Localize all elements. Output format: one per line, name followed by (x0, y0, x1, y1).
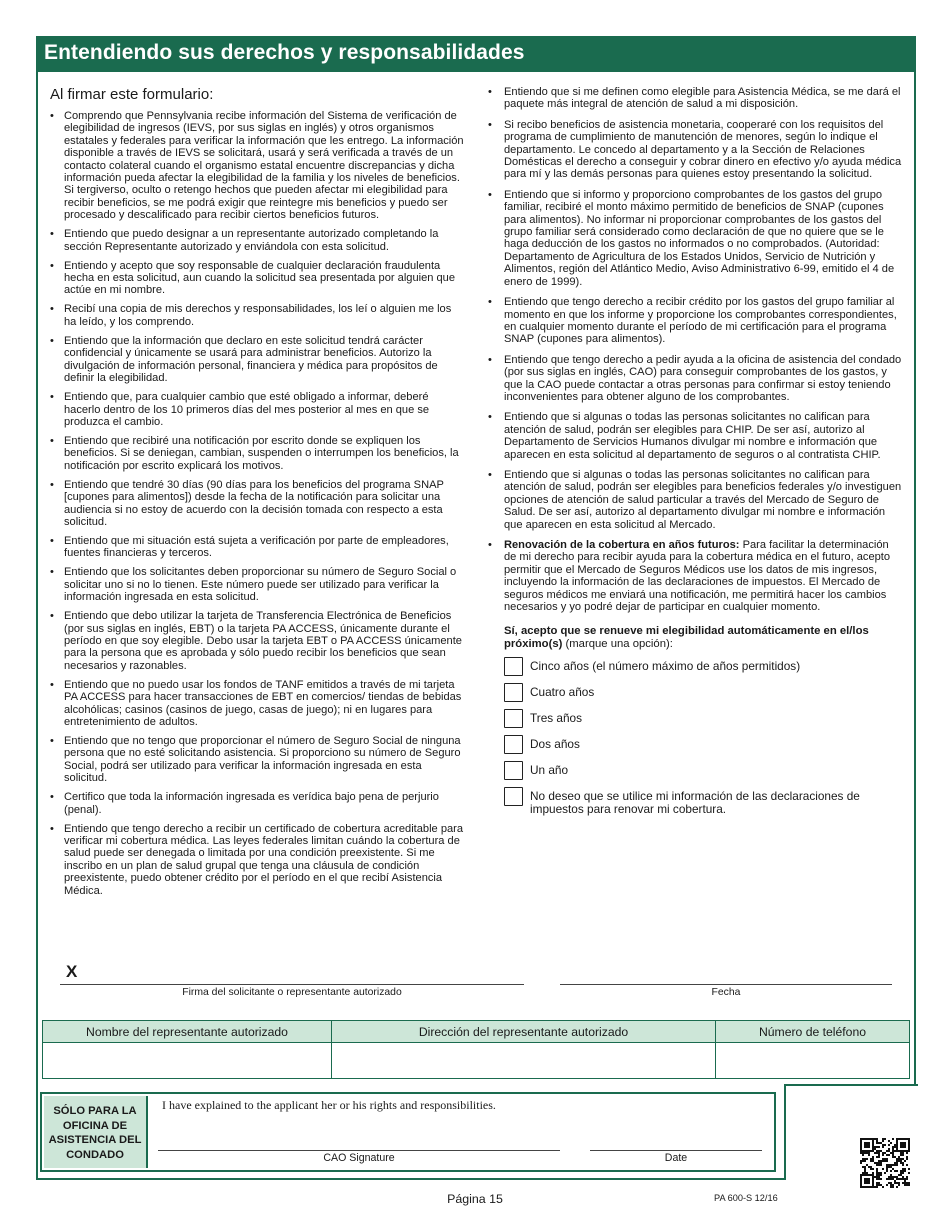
renewal-heading: Renovación de la cobertura en años futuros: (504, 539, 740, 551)
cao-date-label: Date (664, 1152, 688, 1164)
renewal-option-checkbox[interactable] (504, 709, 523, 728)
rep-address-header: Dirección del representante autorizado (332, 1021, 716, 1043)
left-bullet-item: • Entiendo que la información que declaro en este solicitud tendrá carácter confidencial y únicamente se usará para administrar beneficios. Autorizo la divulgación de información personal, financiera y médica para propósitos de definir la elegibilidad. (50, 335, 464, 385)
left-bullet-item: • Entiendo que los solicitantes deben proporcionar su número de Seguro Social o solicitar uno si no lo tienen. Este número puede ser utilizado para verificar la información ingresada en esta solicitud. (50, 566, 464, 603)
right-column (488, 86, 902, 823)
renewal-option-label: No deseo que se utilice mi información de las declaraciones de impuestos para renovar mi cobertura. (530, 789, 860, 817)
signature-mark: X (66, 962, 78, 981)
right-bullet-item: • Entiendo que si informo y proporciono comprobantes de los gastos del grupo familiar, recibiré el monto máximo permitido de beneficios de SNAP (cupones para alimentos). No informar ni proporcionar comprobantes de los gastos del grupo familiar será considerado como declaración de que no quiere que se le haga deducción de los gastos no informados o no comprobados. (Autoridad: Departamento de Agricultura de los Estados Unidos, Servicio de Nutrición y Alimentos, región del Atlántico Medio, Aviso Administrativo 6-99, emitido el 4 de enero de 1999). (488, 189, 902, 288)
cao-box (40, 1092, 776, 1172)
renewal-option-checkbox[interactable] (504, 787, 523, 806)
left-bullet-item: • Entiendo que puedo designar a un representante autorizado completando la sección Representante autorizado y enviándola con esta solicitud. (50, 228, 464, 253)
cao-date-line[interactable] (590, 1150, 762, 1151)
cao-signature-label: CAO Signature (323, 1152, 395, 1164)
renewal-option (504, 761, 902, 780)
renewal-option-checkbox[interactable] (504, 657, 523, 676)
page-title: Entendiendo sus derechos y responsabilidades (44, 41, 525, 64)
rep-address-field[interactable] (332, 1043, 716, 1079)
left-bullet-item: • Entiendo que mi situación está sujeta a verificación por parte de empleadores, fuentes financieras y terceros. (50, 535, 464, 560)
applicant-signature-label: Firma del solicitante o representante autorizado (182, 987, 402, 998)
renewal-text: Para facilitar la determinación de mi derecho para recibir ayuda para la cobertura médica en el futuro, acepto permitir que el Mercado de Seguros Médicos use los datos de mis ingresos, incluyendo la información de las declaraciones de impuestos. El Mercado de seguros médicos me enviará una notificación, me permitirá hacer los cambios necesarios y yo podré dejar de participar en cualquier momento. (504, 539, 891, 614)
left-bullet-item: • Entiendo que no puedo usar los fondos de TANF emitidos a través de mi tarjeta PA ACCESS para hacer transacciones de EBT en comercios/ tiendas de bebidas alcohólicas; casinos (casinos de juego, casas de juego); ni en lugares para entretenimiento de adultos. (50, 679, 464, 729)
renew-question-rest: (marque una opción): (562, 638, 673, 651)
representative-table (42, 1020, 910, 1079)
frame-notch-top (784, 1084, 918, 1086)
cao-signature-line[interactable] (158, 1150, 560, 1151)
renewal-option-checkbox[interactable] (504, 761, 523, 780)
date-line[interactable] (560, 984, 892, 985)
right-bullet-item: • Entiendo que si me definen como elegible para Asistencia Médica, se me dará el paquete más integral de atención de salud a mi disposición. (488, 86, 902, 111)
renewal-option (504, 735, 902, 754)
right-bullet-list (488, 86, 902, 531)
renewal-option-checkbox[interactable] (504, 683, 523, 702)
left-bullet-item: • Entiendo que, para cualquier cambio que esté obligado a informar, deberé hacerlo dentro de los 10 primeros días del mes posterior al mes en que se produzca el cambio. (50, 391, 464, 428)
cao-office-label: SÓLO PARA LA OFICINA DE ASISTENCIA DEL CONDADO (44, 1096, 148, 1168)
frame-bottom (36, 1178, 786, 1180)
date-label: Fecha (711, 987, 741, 998)
left-bullet-item: • Comprendo que Pennsylvania recibe información del Sistema de verificación de elegibilidad de ingresos (IEVS, por sus siglas en inglés) y otros organismos estatales y federales para verificar la información que les entrego. La información disponible a través de IEVS se solicitará, usará y será verificada a través de un contacto colateral cuando el organismo estatal encuentre discrepancias y dicha información pueda afectar la elegibilidad de la familia y los niveles de beneficios. Si tergiverso, oculto o retengo hechos que pueden afectar mi elegibilidad para recibir beneficios, se me podrá exigir que reintegre mis beneficios y puedo ser procesado y descalificado para recibir ciertos beneficios futuros. (50, 110, 464, 222)
qr-code-icon (860, 1138, 910, 1188)
renewal-option (504, 657, 902, 676)
renewal-option (504, 709, 902, 728)
rep-name-field[interactable] (43, 1043, 332, 1079)
renewal-option-label: Un año (530, 763, 569, 778)
renew-question-bold: Sí, acepto que se renueve mi elegibilidad automáticamente en el/los próximo(s) (504, 625, 869, 651)
left-bullet-item: • Recibí una copia de mis derechos y responsabilidades, los leí o alguien me los ha leído, y los comprendo. (50, 303, 464, 328)
page-number: Página 15 (447, 1192, 503, 1206)
renewal-list (488, 539, 902, 613)
renewal-option-label: Tres años (530, 711, 583, 726)
renewal-option-checkbox[interactable] (504, 735, 523, 754)
rep-phone-field[interactable] (716, 1043, 910, 1079)
intro-heading: Al firmar este formulario: (50, 86, 214, 103)
right-bullet-item: • Entiendo que tengo derecho a pedir ayuda a la oficina de asistencia del condado (por sus siglas en inglés, CAO) para conseguir comprobantes de los gastos, y que la CAO puede contactar a otras personas para confirmar si estoy teniendo inconvenientes para obtener alguno de los comprobantes. (488, 354, 902, 404)
left-column (50, 86, 464, 904)
renewal-options (504, 657, 902, 816)
left-bullet-item: • Certifico que toda la información ingresada es verídica bajo pena de perjurio (penal). (50, 791, 464, 816)
renewal-option (504, 683, 902, 702)
left-bullet-item: • Entiendo que recibiré una notificación por escrito donde se expliquen los beneficios. Si se deniegan, cambian, suspenden o interrumpen los beneficios, la notificación por escrito explicará los motivos. (50, 435, 464, 472)
right-bullet-item: • Si recibo beneficios de asistencia monetaria, cooperaré con los requisitos del programa de cumplimiento de manutención de menores, según lo indique el departamento. Le concedo al departamento y a la Sección de Relaciones Domésticas el derecho a conseguir y cobrar dinero en efectivo y/o ayuda médica para mí y las demás personas para quienes estoy presentando la solicitud. (488, 119, 902, 181)
left-bullet-item: • Entiendo que debo utilizar la tarjeta de Transferencia Electrónica de Beneficios (por sus siglas en inglés, EBT) o la tarjeta PA ACCESS, únicamente durante el período en que soy elegible. Debo usar la tarjeta EBT o PA ACCESS únicamente para la persona que es aprobada y sólo puedo recibir los beneficios que sean necesarios y razonables. (50, 610, 464, 672)
right-bullet-item: • Entiendo que si algunas o todas las personas solicitantes no califican para atención de salud, podrán ser elegibles para CHIP. De ser así, autorizo al Departamento de Servicios Humanos divulgar mi nombre e información que aparecen en esta solicitud al departamento de seguros o al contratista CHIP. (488, 411, 902, 461)
form-code: PA 600-S 12/16 (714, 1193, 778, 1203)
frame-notch-side (784, 1084, 786, 1180)
left-bullet-item: • Entiendo que tendré 30 días (90 días para los beneficios del programa SNAP [cupones para alimentos]) desde la fecha de la notificación para solicitar una audiencia si no estoy de acuerdo con la decisión tomada con respecto a esta solicitud. (50, 479, 464, 529)
renew-question (504, 625, 902, 651)
right-bullet-item: • Entiendo que si algunas o todas las personas solicitantes no califican para atención de salud, podrán ser elegibles para beneficios federales y/o investiguen opciones de atención de salud particular a través del Mercado de Seguro de Salud. De ser así, autorizo al departamento divulgar mi nombre e información que aparecen en esta solicitud al Mercado. (488, 469, 902, 531)
rep-phone-header: Número de teléfono (716, 1021, 910, 1043)
renewal-option-label: Cinco años (el número máximo de años permitidos) (530, 659, 801, 674)
applicant-signature-line[interactable] (60, 984, 524, 985)
right-bullet-item: • Entiendo que tengo derecho a recibir crédito por los gastos del grupo familiar al momento en que los informe y proporcione los comprobantes correspondientes, en cualquier momento durante el período de mi certificación para el programa SNAP (cupones para alimentos). (488, 296, 902, 346)
left-bullet-item: • Entiendo que tengo derecho a recibir un certificado de cobertura acreditable para verificar mi cobertura médica. Las leyes federales limitan cuándo la cobertura de salud puede ser denegada o limitada por una condición preexistente. Si me inscribo en un plan de salud grupal que tenga una cláusula de condición preexistente, puedo obtener crédito por el período en el que recibí Asistencia Médica. (50, 823, 464, 897)
renewal-option-label: Dos años (530, 737, 580, 752)
renewal-option (504, 787, 902, 816)
cao-statement: I have explained to the applicant her or his rights and responsibilities. (162, 1098, 496, 1112)
rep-name-header: Nombre del representante autorizado (43, 1021, 332, 1043)
left-bullet-item: • Entiendo que no tengo que proporcionar el número de Seguro Social de ninguna persona que no esté solicitando asistencia. Si proporciono su número de Seguro Social, podrá ser utilizado para verificar la información ingresada en esta solicitud. (50, 735, 464, 785)
renewal-item (488, 539, 902, 613)
left-bullet-item: • Entiendo y acepto que soy responsable de cualquier declaración fraudulenta hecha en esta solicitud, aun cuando la solicitud sea presentada por alguien que actúe en mi nombre. (50, 260, 464, 297)
left-bullet-list (50, 110, 464, 897)
renewal-option-label: Cuatro años (530, 685, 595, 700)
